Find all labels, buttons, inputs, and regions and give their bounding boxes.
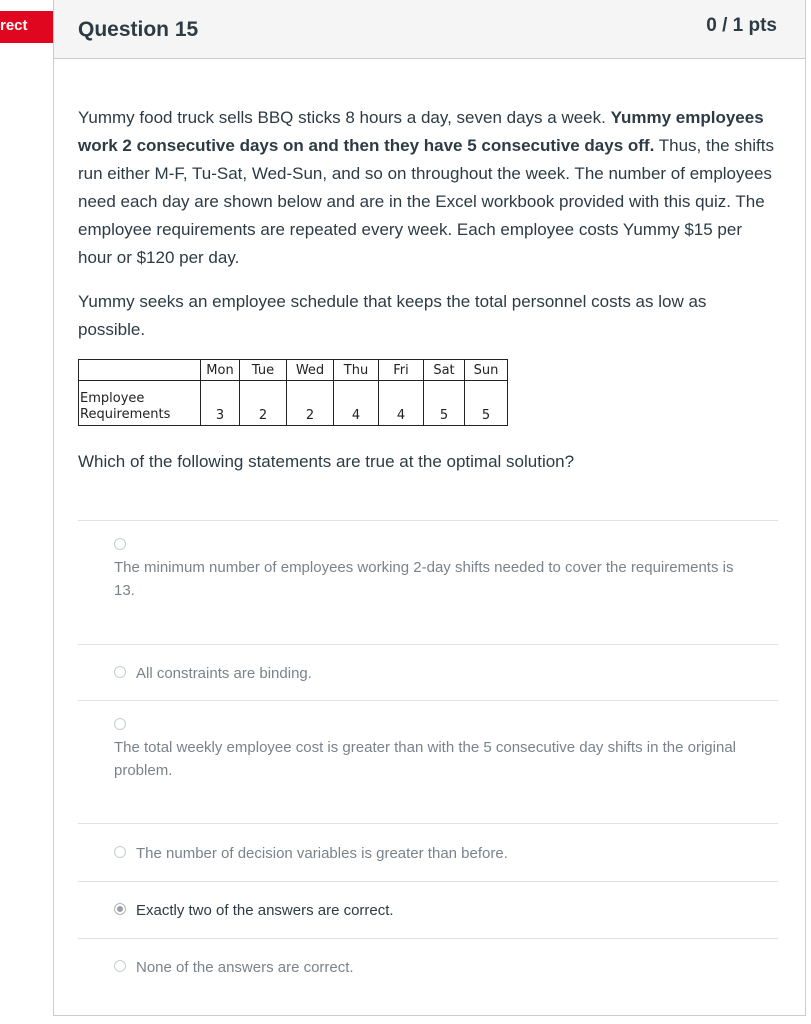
question-paragraph-1 (78, 104, 778, 272)
table-header-row (79, 360, 508, 381)
incorrect-badge (0, 11, 58, 43)
answer-divider (78, 823, 778, 824)
question-header (54, 0, 805, 59)
question-paragraph-2: Yummy seeks an employee schedule that keeps the total personnel costs as low as possible. (78, 292, 707, 339)
answer-option-4[interactable] (114, 842, 754, 865)
requirements-table (78, 359, 508, 426)
answer-option-6[interactable] (114, 956, 754, 979)
radio-button[interactable] (114, 718, 126, 730)
answer-text: The number of decision variables is greater than before. (136, 845, 508, 862)
table-header-cell: Thu (334, 360, 379, 381)
table-header-cell: Fri (379, 360, 424, 381)
answer-text: The minimum number of employees working 2-day shifts needed to cover the requirements is 13. (114, 559, 734, 599)
question-title: Question 15 (78, 18, 199, 41)
table-corner-cell (79, 360, 201, 381)
radio-button[interactable] (114, 960, 126, 972)
table-header-cell: Tue (240, 360, 287, 381)
table-cell: 3 (201, 381, 240, 426)
table-header-cell: Sun (465, 360, 508, 381)
table-header-cell: Wed (287, 360, 334, 381)
question-points: 0 / 1 pts (706, 15, 777, 36)
answer-text: The total weekly employee cost is greater than with the 5 consecutive day shifts in the original problem. (114, 739, 736, 779)
para1-text-a: Yummy food truck sells BBQ sticks 8 hours a day, seven days a week. (78, 108, 611, 127)
table-cell: 4 (379, 381, 424, 426)
answer-option-1[interactable] (114, 540, 754, 602)
badge-text: rect (0, 17, 28, 34)
answer-option-3[interactable] (114, 720, 754, 782)
table-header-cell: Sat (424, 360, 465, 381)
row-label-line-2: Requirements (80, 407, 171, 422)
table-cell: 5 (465, 381, 508, 426)
answer-divider (78, 700, 778, 701)
row-label-line-1: Employee (80, 391, 145, 406)
question-card (53, 0, 806, 1016)
answer-divider (78, 938, 778, 939)
table-cell: 2 (240, 381, 287, 426)
answer-option-2[interactable] (114, 662, 754, 685)
answer-text: Exactly two of the answers are correct. (136, 902, 394, 919)
question-text (78, 104, 778, 344)
table-cell: 2 (287, 381, 334, 426)
answer-option-5[interactable] (114, 899, 754, 922)
answer-divider (78, 520, 778, 521)
table-cell: 5 (424, 381, 465, 426)
table-cell: 4 (334, 381, 379, 426)
para1-text-b: Thus, the shifts run either M-F, Tu-Sat, Wed-Sun, and so on throughout the week. The number of employees need each day are shown below and are in the Excel workbook provided with this quiz. The employee requirements are repeated every week. Each employee costs Yummy $15 per hour or $120 per day. (78, 136, 775, 267)
answer-text: None of the answers are correct. (136, 959, 354, 976)
table-header-cell: Mon (201, 360, 240, 381)
table-row (79, 381, 508, 426)
radio-button[interactable] (114, 538, 126, 550)
radio-button-selected[interactable] (114, 903, 126, 915)
table-row-label (79, 381, 201, 426)
answer-divider (78, 881, 778, 882)
radio-button[interactable] (114, 666, 126, 678)
question-prompt: Which of the following statements are true at the optimal solution? (78, 452, 575, 471)
para1-bold-text: Yummy employees work 2 consecutive days on and then they have 5 consecutive days off. (78, 108, 764, 155)
radio-button[interactable] (114, 846, 126, 858)
answer-divider (78, 644, 778, 645)
answer-text: All constraints are binding. (136, 665, 312, 682)
